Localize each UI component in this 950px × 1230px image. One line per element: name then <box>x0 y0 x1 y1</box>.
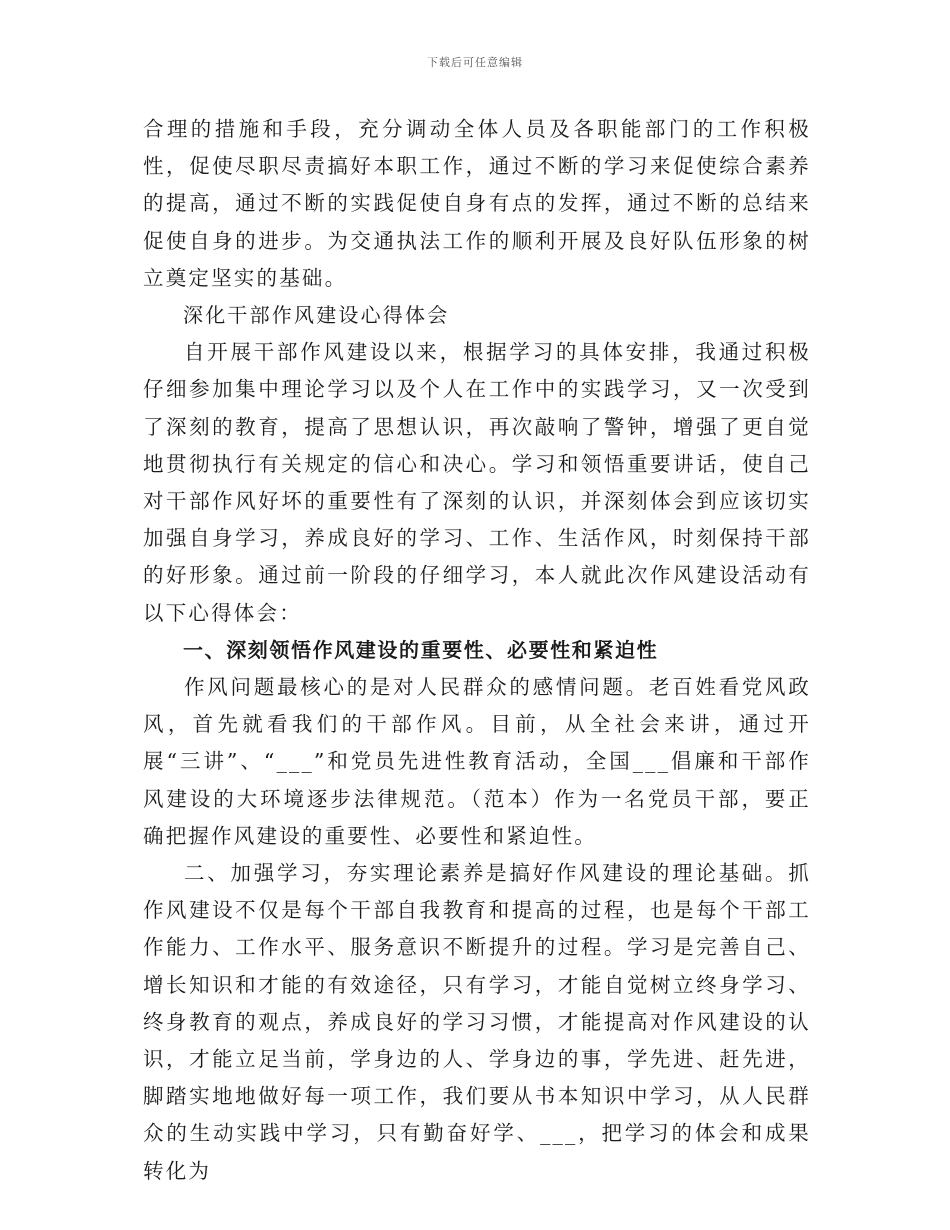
paragraph-section-1: 作风问题最核心的是对人民群众的感情问题。老百姓看党风政风，首先就看我们的干部作风。目前，从全社会来讲，通过开展“三讲”、“___”和党员先进性教育活动，全国___倡廉和干部作风建设的大环境逐步法律规范。（范本）作为一名党员干部，要正确把握作风建设的重要性、必要性和紧迫性。 <box>143 675 811 848</box>
paragraph-continuation: 合理的措施和手段，充分调动全体人员及各职能部门的工作积极性，促使尽职尽责搞好本职工作，通过不断的学习来促使综合素养的提高，通过不断的实践促使自身有点的发挥，通过不断的总结来促使自身的进步。为交通执法工作的顺利开展及良好队伍形象的树立奠定坚实的基础。 <box>143 117 811 290</box>
page-header: 下载后可任意编辑 <box>427 56 523 69</box>
document-body <box>143 111 811 1190</box>
section-heading-1: 一、深刻领悟作风建设的重要性、必要性和紧迫性 <box>183 637 659 662</box>
paragraph-section-2: 二、加强学习，夯实理论素养是搞好作风建设的理论基础。抓作风建设不仅是每个干部自我教育和提高的过程，也是每个干部工作能力、工作水平、服务意识不断提升的过程。学习是完善自己、增长知识和才能的有效途径，只有学习，才能自觉树立终身学习、终身教育的观点，养成良好的学习习惯，才能提高对作风建设的认识，才能立足当前，学身边的人、学身边的事，学先进、赶先进，脚踏实地地做好每一项工作，我们要从书本知识中学习，从人民群众的生动实践中学习，只有勤奋好学、___，把学习的体会和成果转化为 <box>143 861 811 1183</box>
article-title: 深化干部作风建设心得体会 <box>183 303 450 328</box>
paragraph-intro: 自开展干部作风建设以来，根据学习的具体安排，我通过积极仔细参加集中理论学习以及个人在工作中的实践学习，又一次受到了深刻的教育，提高了思想认识，再次敲响了警钟，增强了更自觉地贯彻执行有关规定的信心和决心。学习和领悟重要讲话，使自己对干部作风好坏的重要性有了深刻的认识，并深刻体会到应该切实加强自身学习，养成良好的学习、工作、生活作风，时刻保持干部的好形象。通过前一阶段的仔细学习，本人就此次作风建设活动有以下心得体会： <box>143 340 811 625</box>
